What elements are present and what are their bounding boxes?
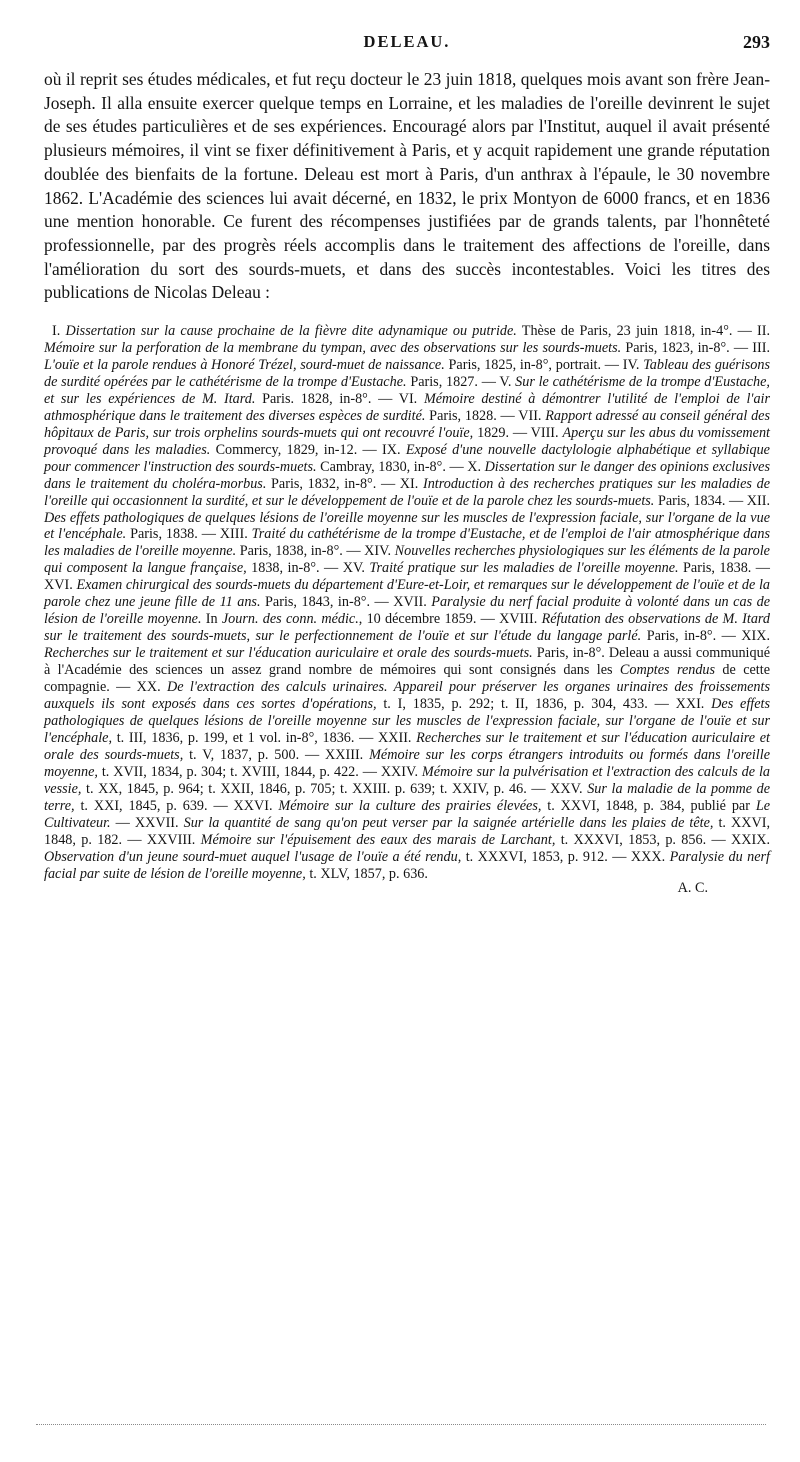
publication-details: — XXVII. (110, 814, 184, 831)
publication-title: Le Cultivateur. (44, 797, 771, 831)
publication-title: Examen chirurgical des sourds-muets du département d'Eure-et-Loir, et remarques sur le développement de l'ouïe et de la parole chez une jeune fille de 11 ans. (44, 577, 770, 611)
publication-details: 1829. — VIII. (473, 424, 563, 441)
publication-title: Comptes rendus (619, 662, 716, 679)
publication-details: t. XXXVI, 1853, p. 912. — XXX. (461, 848, 670, 865)
publication-details: t. XVII, 1834, p. 304; t. XVIII, 1844, p. 422. — XXIV. (97, 763, 422, 780)
publication-details: Paris, in-8°. Deleau a aussi communiqué à l'Académie des sciences un assez grand nombre de mémoires qui sont consignés dans les (44, 645, 770, 679)
running-head (44, 32, 770, 56)
publication-title: Des effets pathologiques de quelques lésions de l'oreille moyenne sur les muscles de l'expression faciale, sur l'organe de la vue et l'encéphale. (44, 509, 770, 543)
publication-title: Traité pratique sur les maladies de l'oreille moyenne. (369, 560, 679, 577)
signature: A. C. (677, 880, 708, 897)
publication-title: Réfutation des observations de M. Itard sur le traitement des sourds-muets, sur le perfectionnement de l'ouïe et sur l'étude du langage parlé. (44, 611, 771, 645)
publication-details: Paris, 1827. — V. (406, 373, 516, 390)
footer-rule (36, 1424, 766, 1425)
publication-title: Sur la quantité de sang qu'on peut verser par la saignée artérielle dans les plaies de tête, (183, 814, 714, 831)
publication-details: I. (52, 323, 66, 340)
publication-title: Dissertation sur le danger des opinions exclusives dans le traitement du choléra-morbus. (44, 458, 770, 492)
publication-details: Cambray, 1830, in-8°. — X. (316, 458, 485, 475)
publication-title: Paralysie du nerf facial produite à volonté dans un cas de lésion de l'oreille moyenne. (44, 594, 771, 628)
publication-details: t. XX, 1845, p. 964; t. XXII, 1846, p. 705; t. XXIII. p. 639; t. XXIV, p. 46. — XXV. (81, 780, 588, 797)
publication-title: Introduction à des recherches pratiques sur les maladies de l'oreille qui occasionnent la surdité, et sur le développement de l'ouïe et de la parole chez les sourds-muets. (44, 475, 770, 509)
publication-details: Paris, 1823, in-8°. — III. (621, 339, 770, 356)
publication-title: Mémoire sur la perforation de la membrane du tympan, avec des observations sur les sourds-muets. (44, 339, 622, 356)
publication-details: de cette compagnie. — XX. (44, 662, 770, 696)
page (44, 32, 770, 897)
publication-details: t. XXVI, 1848, p. 384, publié par (541, 797, 756, 814)
publication-title: Journ. des conn. médic. (221, 611, 359, 628)
publication-details: 1838, in-8°. — XV. (246, 560, 370, 577)
publication-details: In (201, 611, 222, 628)
publication-title: L'ouïe et la parole rendues à Honoré Trézel, sourd-muet de naissance. (44, 356, 445, 373)
bibliography-paragraph (44, 323, 770, 882)
publication-title: Observation d'un jeune sourd-muet auquel l'usage de l'ouïe a été rendu, (44, 848, 462, 865)
publication-title: Recherches sur le traitement et sur l'éducation auriculaire et orale des sourds-muets. (44, 645, 533, 662)
publication-title: Recherches sur le traitement et sur l'éducation auriculaire et orale des sourds-muets, (44, 729, 770, 763)
publication-title: Tableau des guérisons de surdité opérées par le cathétérisme de la trompe d'Eustache. (44, 356, 770, 390)
publication-details: Paris. 1828, in-8°. — VI. (255, 390, 424, 407)
publication-details: Paris, 1832, in-8°. — XI. (266, 475, 423, 492)
publication-title: Des effets pathologiques de quelques lésions de l'oreille moyenne sur les muscles de l'expression faciale, sur l'organe de l'ouïe et sur l'encéphale, (44, 696, 770, 746)
publication-title: Rapport adressé au conseil général des hôpitaux de Paris, sur trois orphelins sourds-muets qui ont recouvré l'ouïe, (44, 407, 770, 441)
running-title: DELEAU. (363, 32, 451, 51)
page-number: 293 (743, 32, 770, 52)
publication-details: t. III, 1836, p. 199, et 1 vol. in-8°, 1836. — XXII. (112, 729, 417, 746)
publication-title: Mémoire sur la pulvérisation et l'extraction des calculs de la vessie, (44, 763, 771, 797)
publication-details: Paris, 1834. — XII. (654, 492, 771, 509)
publication-details: t. XXXVI, 1853, p. 856. — XXIX. (555, 831, 770, 848)
intro-paragraph: où il reprit ses études médicales, et fut reçu docteur le 23 juin 1818, quelques mois avant son frère Jean-Joseph. Il alla ensuite exercer quelque temps en Lorraine, et les maladies de l'oreille devinrent le sujet de ses études particulières et de ses expériences. Encouragé alors par l'Institut, auquel il avait présenté plusieurs mémoires, il vint se fixer définitivement à Paris, et y acquit rapidement une grande réputation doublée des bienfaits de la fortune. Deleau est mort à Paris, d'un anthrax à l'épaule, le 30 novembre 1862. L'Académie des sciences lui avait décerné, en 1832, le prix Montyon de 6000 francs, et en 1836 une mention honorable. Ce furent des récompenses justifiées par de grands talents, par l'honnêteté professionnelle, par des progrès réels accomplis dans le traitement des affections de l'oreille, dans l'amélioration du sort des sourds-muets, et dans des succès incontestables. Voici les titres des publications de Nicolas Deleau : (44, 69, 770, 303)
publication-title: Mémoire sur la culture des prairies élevées, (278, 797, 542, 814)
publication-details: t. I, 1835, p. 292; t. II, 1836, p. 304, 433. — XXI. (376, 696, 712, 712)
publication-title: Mémoire sur l'épuisement des eaux des marais de Larchant, (200, 831, 556, 848)
publication-details: Paris, 1838. — XVI. (44, 560, 770, 594)
publication-title: Sur la maladie de la pomme de terre, (44, 780, 771, 814)
publication-title: Mémoire destiné à démontrer l'utilité de l'emploi de l'air athmosphérique dans le traitement des diverses espèces de surdité. (44, 390, 771, 424)
publication-title: Dissertation sur la cause prochaine de la fièvre dite adynamique ou putride. (65, 323, 517, 340)
publication-details: Thèse de Paris, 23 juin 1818, in-4°. — II. (516, 323, 771, 340)
publication-title: De l'extraction des calculs urinaires. Appareil pour préserver les organes urinaires des froissements auxquels ils sont exposés dans ces sortes d'opérations, (44, 679, 770, 712)
publication-details: Paris, 1838, in-8°. — XIV. (236, 543, 395, 560)
publication-details: t. XLV, 1857, p. 636. (305, 865, 428, 882)
publication-title: Exposé d'une nouvelle dactylologie alphabétique et syllabique pour commencer l'instruction des sourds-muets. (44, 441, 770, 475)
publication-title: Mémoire sur les corps étrangers introduits ou formés dans l'oreille moyenne, (44, 746, 770, 780)
publication-details: Paris, 1828. — VII. (425, 407, 546, 424)
publication-details: t. V, 1837, p. 500. — XXIII. (183, 746, 370, 763)
publication-details: , 10 décembre 1859. — XVIII. (358, 611, 542, 628)
publication-title: Sur le cathétérisme de la trompe d'Eustache, et sur les expériences de M. Itard. (44, 373, 770, 407)
publication-title: Traité du cathétérisme de la trompe d'Eustache, et de l'emploi de l'air atmosphérique dans les maladies de l'oreille moyenne. (44, 526, 770, 560)
publication-details: Paris, 1838. — XIII. (126, 526, 252, 543)
publication-title: Paralysie du nerf facial par suite de lésion de l'oreille moyenne, (44, 848, 771, 882)
publication-details: Paris, 1843, in-8°. — XVII. (260, 594, 432, 611)
publication-details: t. XXVI, 1848, p. 182. — XXVIII. (44, 814, 770, 848)
publication-title: Nouvelles recherches physiologiques sur les éléments de la parole qui composent la langue française, (44, 543, 770, 577)
publication-details: Paris, 1825, in-8°, portrait. — IV. (444, 356, 644, 373)
publication-details: Commercy, 1829, in-12. — IX. (210, 441, 406, 458)
publication-details: Paris, in-8°. — XIX. (641, 628, 770, 645)
publication-details: t. XXI, 1845, p. 639. — XXVI. (74, 797, 279, 814)
publication-title: Aperçu sur les abus du vomissement provoqué dans les maladies. (44, 424, 770, 458)
